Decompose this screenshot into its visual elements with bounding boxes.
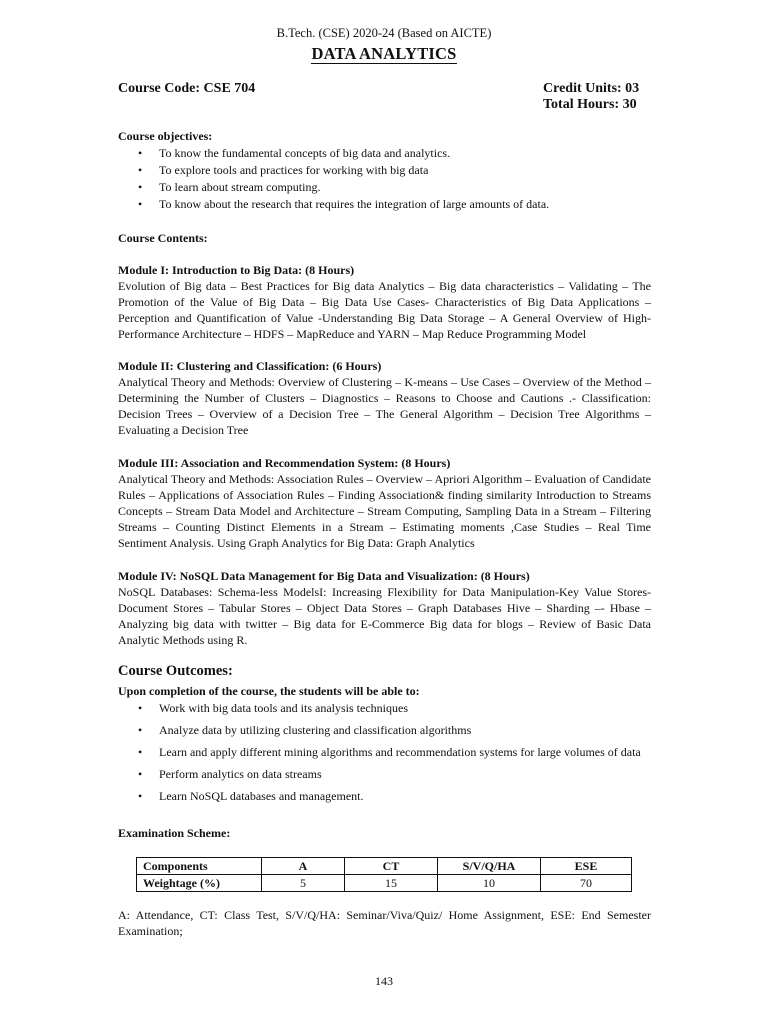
module-1 bbox=[118, 262, 651, 342]
course-code: Course Code: CSE 704 bbox=[118, 81, 256, 96]
course-title bbox=[0, 44, 768, 64]
page-number: 143 bbox=[375, 974, 393, 988]
module-text: Evolution of Big data – Best Practices for Big data Analytics – Big data characteristics – Validating – The Promotion of the Value of Big Data – Big Data Use Cases- Characteristics of Big Data Applications – Perception and Quantification of Value -Understanding Big Data Storage – A General Overview of High-Performance Architecture – HDFS – MapReduce and YARN – Map Reduce Programming Model bbox=[118, 279, 651, 341]
module-text: NoSQL Databases: Schema-less ModelsI: Increasing Flexibility for Data Manipulation-Key Value Stores-Document Stores – Tabular Stores – Object Data Stores – Graph Databases Hive – Sharding –- Hbase – Analyzing big data with twitter – Big data for E-Commerce Big data for blogs – Review of Basic Data Analytic Methods using R. bbox=[118, 585, 651, 647]
objectives-list bbox=[118, 145, 651, 212]
outcomes-heading: Course Outcomes: bbox=[118, 663, 233, 679]
outcomes-list bbox=[118, 700, 651, 804]
outcome-item: • Learn NoSQL databases and management. bbox=[118, 788, 651, 804]
table-cell: 5 bbox=[262, 875, 345, 892]
table-header-row bbox=[137, 858, 632, 875]
course-title-text: DATA ANALYTICS bbox=[311, 44, 457, 63]
exam-note: A: Attendance, CT: Class Test, S/V/Q/HA: Seminar/Viva/Quiz/ Home Assignment, ESE: End Semester Examination; bbox=[118, 908, 651, 938]
table-header-cell: CT bbox=[345, 858, 438, 875]
table-row bbox=[137, 875, 632, 892]
objective-item: • To learn about stream computing. bbox=[118, 179, 651, 195]
credit-units: Credit Units: 03 bbox=[543, 81, 640, 96]
module-text: Analytical Theory and Methods: Overview of Clustering – K-means – Use Cases – Overview of the Method – Determining the Number of Clusters – Diagnostics – Reasons to Choose and Cautions .- Classification: Decision Trees – Overview of a Decision Tree – The General Algorithm – Decision Tree Algorithms – Evaluating a Decision Tree bbox=[118, 375, 651, 437]
program-line: B.Tech. (CSE) 2020-24 (Based on AICTE) bbox=[276, 26, 492, 40]
table-cell: 15 bbox=[345, 875, 438, 892]
table-header-cell: A bbox=[262, 858, 345, 875]
objectives-section bbox=[118, 128, 651, 212]
outcomes-section bbox=[118, 683, 651, 804]
contents-heading: Course Contents: bbox=[118, 231, 208, 245]
module-2 bbox=[118, 358, 651, 438]
module-title: Module III: Association and Recommendation System: (8 Hours) bbox=[118, 456, 451, 470]
table-header-cell: ESE bbox=[541, 858, 632, 875]
table-cell: Weightage (%) bbox=[137, 875, 262, 892]
outcome-item: • Learn and apply different mining algorithms and recommendation systems for large volumes of data bbox=[118, 744, 651, 760]
credit-info bbox=[543, 81, 639, 113]
objectives-heading: Course objectives: bbox=[118, 129, 213, 143]
outcome-item: • Analyze data by utilizing clustering and classification algorithms bbox=[118, 722, 651, 738]
outcome-item: • Perform analytics on data streams bbox=[118, 766, 651, 782]
table-header-cell: Components bbox=[137, 858, 262, 875]
module-title: Module IV: NoSQL Data Management for Big Data and Visualization: (8 Hours) bbox=[118, 569, 530, 583]
objective-item: • To explore tools and practices for working with big data bbox=[118, 162, 651, 178]
total-hours: Total Hours: 30 bbox=[543, 97, 637, 112]
outcomes-intro: Upon completion of the course, the students will be able to: bbox=[118, 684, 420, 698]
outcome-item: • Work with big data tools and its analysis techniques bbox=[118, 700, 651, 716]
exam-heading: Examination Scheme: bbox=[118, 826, 231, 840]
table-cell: 10 bbox=[438, 875, 541, 892]
module-text: Analytical Theory and Methods: Association Rules – Overview – Apriori Algorithm – Evaluation of Candidate Rules – Applications of Association Rules – Finding Association& finding similarity Introduction to Streams Concepts – Stream Data Model and Architecture – Stream Computing, Sampling Data in a Stream – Filtering Streams – Counting Distinct Elements in a Stream – Estimating moments ,Case Studies – Real Time Sentiment Analysis. Using Graph Analytics for Big Data: Graph Analytics bbox=[118, 472, 651, 550]
exam-table bbox=[136, 857, 632, 892]
module-title: Module I: Introduction to Big Data: (8 Hours) bbox=[118, 263, 355, 277]
objective-item: • To know about the research that requires the integration of large amounts of data. bbox=[118, 196, 651, 212]
table-cell: 70 bbox=[541, 875, 632, 892]
module-title: Module II: Clustering and Classification: (6 Hours) bbox=[118, 359, 382, 373]
module-3 bbox=[118, 455, 651, 551]
objective-item: • To know the fundamental concepts of big data and analytics. bbox=[118, 145, 651, 161]
table-header-cell: S/V/Q/HA bbox=[438, 858, 541, 875]
module-4 bbox=[118, 568, 651, 648]
